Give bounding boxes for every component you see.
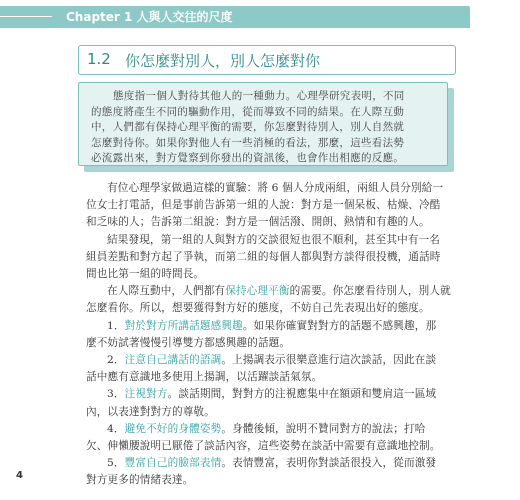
body-text bbox=[86, 180, 450, 490]
paragraph-text: 。如果你確實對對方的話題不感興趣，那 bbox=[242, 319, 437, 332]
paragraph-line: 結果發現，第一組的人與對方的交談很短也很不順利，甚至其中有一名 bbox=[107, 233, 441, 246]
paragraph-line: 間也比第一組的時間長。 bbox=[86, 268, 205, 281]
section-title: 你怎麼對別人，別人怎麼對你 bbox=[125, 52, 321, 70]
paragraph-line: 和乏味的人；告訴第二組說：對方是一個活潑、開朗、熱情和有趣的人。 bbox=[86, 216, 430, 229]
paragraph-line: 欠、伸懶腰說明已厭倦了談話內容，這些姿勢在談話中需要有意識地控制。 bbox=[86, 440, 441, 453]
page-number: 4 bbox=[16, 470, 23, 481]
list-item-4 bbox=[86, 421, 450, 438]
highlight-phrase: 注意自己講話的語調 bbox=[124, 354, 222, 367]
section-title-box bbox=[78, 45, 456, 75]
chapter-header-bar bbox=[0, 6, 470, 28]
paragraph-text: 。談話期間，對對方的注視應集中在額頭和雙肩這一區域 bbox=[167, 388, 437, 401]
paragraph-line: 對方更多的情緒表達。 bbox=[86, 474, 194, 487]
chapter-title: Chapter 1 人與人交往的尺度 bbox=[66, 10, 233, 24]
paragraph-text: 在人際互動中，人們都有 bbox=[107, 285, 226, 298]
header-rule bbox=[0, 16, 52, 17]
list-number: 3． bbox=[107, 388, 125, 401]
intro-line: 態度指一個人對待其他人的一種動力。心理學研究表明，不同 bbox=[113, 90, 405, 102]
paragraph-line: 內，以表達對對方的尊敬。 bbox=[86, 405, 215, 418]
section-number: 1.2 bbox=[87, 50, 111, 68]
paragraph-text: 。身體後傾，說明不贊同對方的說法；打哈 bbox=[221, 422, 426, 435]
paragraph-line: 麼不妨試著慢慢引導雙方都感興趣的話題。 bbox=[86, 336, 291, 349]
paragraph-line: 怎麼看你。所以，想要獲得對方好的態度，不妨自己先表現出好的態度。 bbox=[86, 302, 430, 315]
highlight-phrase: 注視對方 bbox=[124, 388, 168, 401]
list-item-2 bbox=[86, 352, 450, 369]
list-number: 5． bbox=[107, 457, 125, 470]
paragraph-text: 。表情豐富，表明你對談話很投入，從而激發 bbox=[221, 457, 437, 470]
paragraph-text: 。上揚調表示很樂意進行這次談話，因此在談 bbox=[221, 354, 437, 367]
highlight-phrase: 對於對方所講話題感興趣 bbox=[124, 319, 243, 332]
list-item-1 bbox=[86, 318, 450, 335]
highlight-phrase: 豐富自己的臉部表情 bbox=[124, 457, 222, 470]
intro-line: 怎麼對待你。如果你對他人有一些消極的看法，那麼，這些看法勢 bbox=[91, 136, 405, 149]
highlight-phrase: 避免不好的身體姿勢 bbox=[124, 422, 222, 435]
paragraph-line: 話中應有意識地多使用上揚調，以活躍談話氣氛。 bbox=[86, 371, 323, 384]
list-number: 4． bbox=[107, 422, 125, 435]
paragraph-line: 組員差點和對方起了爭執，而第二組的每個人都與對方談得很投機，通話時 bbox=[86, 250, 441, 263]
intro-line: 必流露出來，對方覺察到你發出的資訊後，也會作出相應的反應。 bbox=[91, 152, 405, 164]
intro-line: 中，人們都有保持心理平衡的需要，你怎麼對待別人，別人自然就 bbox=[91, 121, 405, 133]
list-item-3 bbox=[86, 386, 450, 403]
list-item-5 bbox=[86, 455, 450, 472]
highlight-phrase: 保持心理平衡 bbox=[225, 285, 290, 298]
intro-line: 的態度將產生不同的驅動作用，從而導致不同的結果。在人際互動 bbox=[91, 105, 405, 118]
paragraph-line: 有位心理學家做過這樣的實驗：將 6 個人分成兩組，兩組人員分別給一 bbox=[107, 182, 444, 194]
paragraph-line bbox=[86, 283, 450, 300]
paragraph-text: 的需要。你怎麼看待別人，別人就 bbox=[289, 285, 451, 298]
paragraph-line: 位女士打電話，但是事前告訴第一組的人說：對方是一個呆板、枯燥、冷酷 bbox=[86, 199, 441, 212]
intro-box bbox=[78, 82, 448, 166]
list-number: 1． bbox=[107, 319, 125, 332]
list-number: 2． bbox=[107, 354, 125, 367]
